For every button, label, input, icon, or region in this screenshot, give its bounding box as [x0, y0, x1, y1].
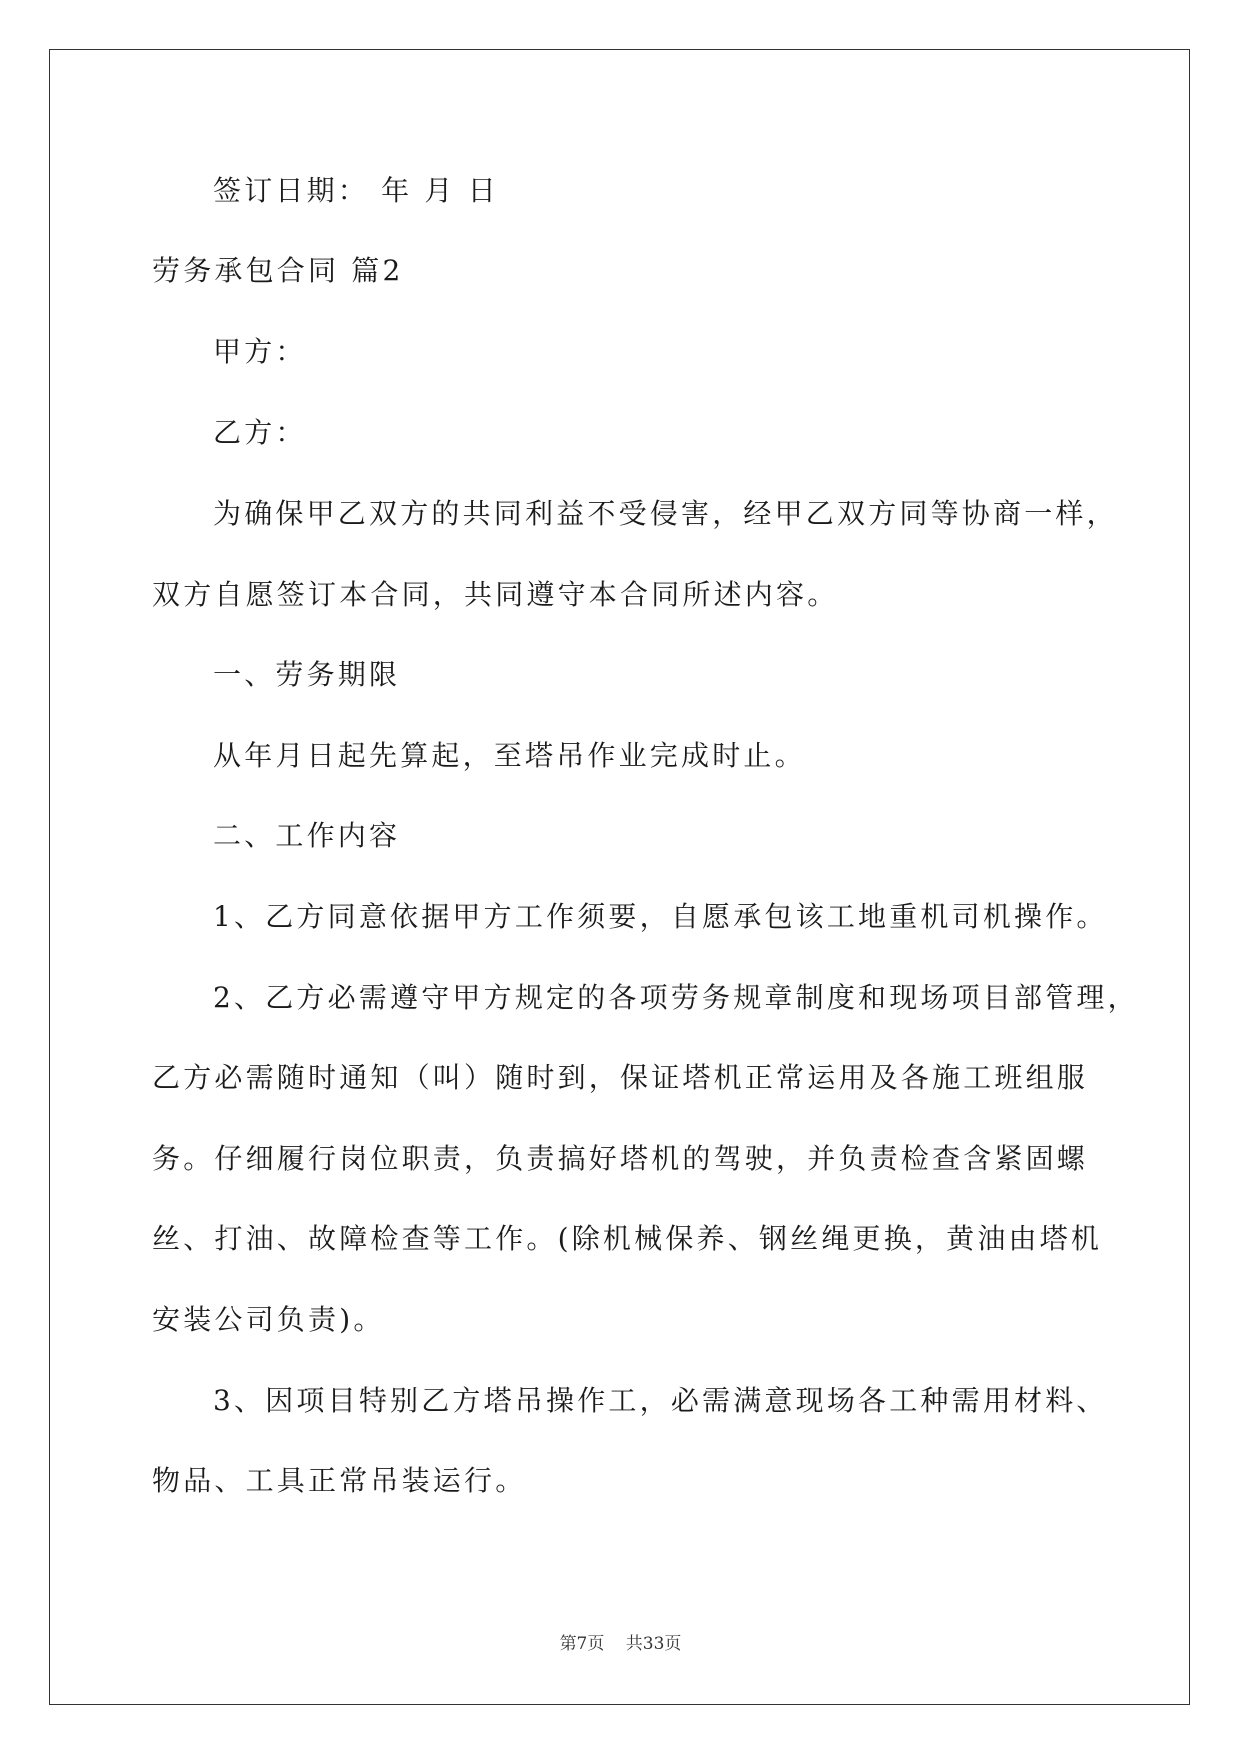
paragraph-line: 3、因项目特别乙方塔吊操作工，必需满意现场各工种需用材料、 — [213, 1384, 1108, 1417]
paragraph-line: 乙方必需随时通知（叫）随时到，保证塔机正常运用及各施工班组服 — [152, 1061, 1089, 1094]
contract-title: 劳务承包合同 篇2 — [152, 254, 404, 287]
paragraph-line: 丝、打油、故障检查等工作。(除机械保养、钢丝绳更换，黄油由塔机 — [152, 1222, 1103, 1255]
signing-date-line: 签订日期： 年 月 日 — [213, 174, 499, 207]
paragraph-line: 务。仔细履行岗位职责，负责搞好塔机的驾驶，并负责检查含紧固螺 — [152, 1142, 1089, 1175]
page-number: 第7页 — [559, 1634, 605, 1654]
paragraph-line: 从年月日起先算起，至塔吊作业完成时止。 — [213, 739, 806, 772]
party-b-line: 乙方： — [213, 416, 307, 449]
paragraph-line: 2、乙方必需遵守甲方规定的各项劳务规章制度和现场项目部管理， — [213, 981, 1139, 1014]
paragraph-line: 双方自愿签订本合同，共同遵守本合同所述内容。 — [152, 578, 839, 611]
paragraph-line: 为确保甲乙双方的共同利益不受侵害，经甲乙双方同等协商一样， — [213, 497, 1118, 530]
page-border — [49, 49, 1190, 1705]
section-heading: 一、劳务期限 — [213, 658, 401, 691]
paragraph-line: 安装公司负责)。 — [152, 1303, 385, 1336]
page-total: 共33页 — [625, 1634, 682, 1654]
paragraph-line: 1、乙方同意依据甲方工作须要，自愿承包该工地重机司机操作。 — [213, 900, 1108, 933]
page-footer — [0, 1632, 1241, 1656]
section-heading: 二、工作内容 — [213, 819, 401, 852]
party-a-line: 甲方： — [213, 335, 307, 368]
paragraph-line: 物品、工具正常吊装运行。 — [152, 1464, 527, 1497]
